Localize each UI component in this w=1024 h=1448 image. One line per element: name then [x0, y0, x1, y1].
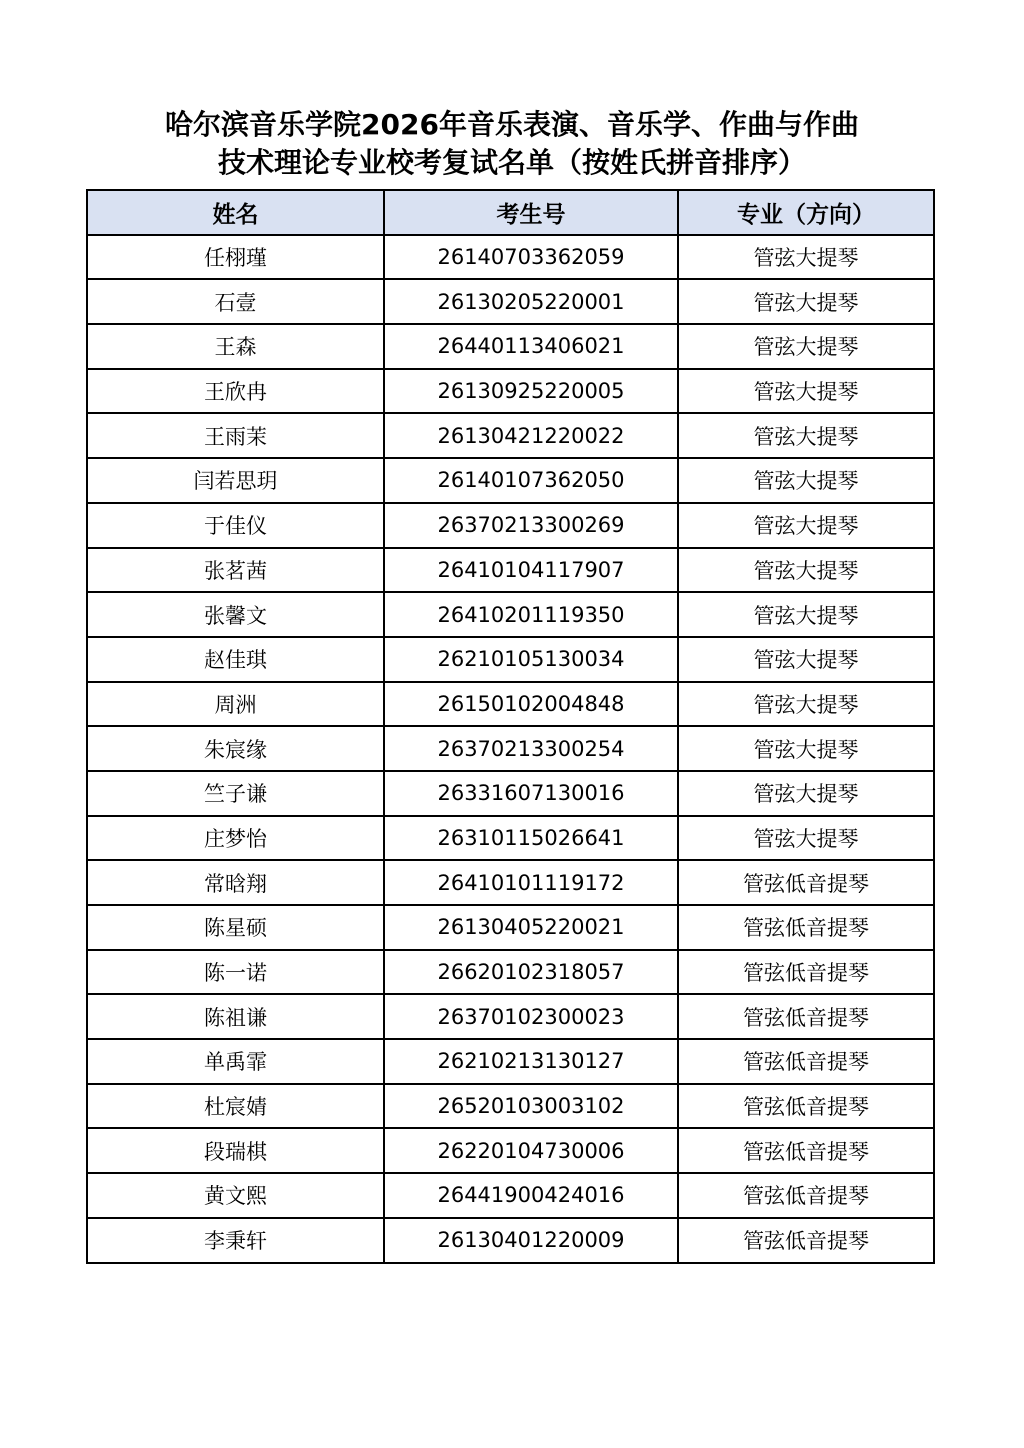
table-row: [87, 905, 934, 950]
cell-exam-id: 26410104117907: [384, 548, 678, 593]
header-exam-id: 考生号: [384, 190, 678, 235]
table-row: [87, 592, 934, 637]
cell-name: 于佳仪: [87, 503, 384, 548]
cell-major: 管弦大提琴: [678, 458, 934, 503]
cell-exam-id: 26140703362059: [384, 235, 678, 280]
cell-name: 陈一诺: [87, 950, 384, 995]
cell-major: 管弦大提琴: [678, 682, 934, 727]
table-row: [87, 860, 934, 905]
header-major: 专业（方向）: [678, 190, 934, 235]
cell-major: 管弦低音提琴: [678, 994, 934, 1039]
table-row: [87, 324, 934, 369]
cell-name: 王欣冉: [87, 369, 384, 414]
cell-major: 管弦大提琴: [678, 637, 934, 682]
cell-exam-id: 26210213130127: [384, 1039, 678, 1084]
cell-major: 管弦大提琴: [678, 235, 934, 280]
cell-major: 管弦低音提琴: [678, 1173, 934, 1218]
candidate-table: [86, 189, 935, 1264]
cell-exam-id: 26150102004848: [384, 682, 678, 727]
cell-name: 段瑞棋: [87, 1128, 384, 1173]
cell-exam-id: 26130421220022: [384, 413, 678, 458]
cell-exam-id: 26130205220001: [384, 279, 678, 324]
table-body: [87, 235, 934, 1263]
table-row: [87, 235, 934, 280]
cell-name: 竺子谦: [87, 771, 384, 816]
cell-name: 张馨文: [87, 592, 384, 637]
cell-name: 杜宸婧: [87, 1084, 384, 1129]
cell-exam-id: 26220104730006: [384, 1128, 678, 1173]
cell-exam-id: 26370102300023: [384, 994, 678, 1039]
cell-exam-id: 26410101119172: [384, 860, 678, 905]
cell-exam-id: 26130925220005: [384, 369, 678, 414]
cell-major: 管弦低音提琴: [678, 1128, 934, 1173]
cell-major: 管弦大提琴: [678, 279, 934, 324]
cell-exam-id: 26140107362050: [384, 458, 678, 503]
table-row: [87, 1173, 934, 1218]
table-row: [87, 1084, 934, 1129]
cell-exam-id: 26440113406021: [384, 324, 678, 369]
table-row: [87, 950, 934, 995]
cell-exam-id: 26310115026641: [384, 816, 678, 861]
table-row: [87, 682, 934, 727]
cell-major: 管弦低音提琴: [678, 1039, 934, 1084]
cell-name: 闫若思玥: [87, 458, 384, 503]
cell-name: 常晗翔: [87, 860, 384, 905]
cell-name: 周洲: [87, 682, 384, 727]
cell-name: 李秉轩: [87, 1218, 384, 1263]
table-row: [87, 994, 934, 1039]
table-row: [87, 771, 934, 816]
cell-name: 陈祖谦: [87, 994, 384, 1039]
cell-major: 管弦低音提琴: [678, 1218, 934, 1263]
table-row: [87, 503, 934, 548]
cell-major: 管弦低音提琴: [678, 950, 934, 995]
cell-exam-id: 26441900424016: [384, 1173, 678, 1218]
table-row: [87, 548, 934, 593]
table-row: [87, 413, 934, 458]
header-name: 姓名: [87, 190, 384, 235]
table-header-row: [87, 190, 934, 235]
table-row: [87, 637, 934, 682]
table-row: [87, 279, 934, 324]
document-title: [0, 106, 1024, 182]
cell-major: 管弦大提琴: [678, 726, 934, 771]
cell-major: 管弦大提琴: [678, 413, 934, 458]
cell-exam-id: 26331607130016: [384, 771, 678, 816]
cell-major: 管弦低音提琴: [678, 905, 934, 950]
table-row: [87, 816, 934, 861]
cell-major: 管弦大提琴: [678, 771, 934, 816]
cell-major: 管弦大提琴: [678, 503, 934, 548]
cell-name: 陈星硕: [87, 905, 384, 950]
table-row: [87, 458, 934, 503]
cell-major: 管弦大提琴: [678, 369, 934, 414]
cell-major: 管弦大提琴: [678, 324, 934, 369]
table-row: [87, 726, 934, 771]
cell-exam-id: 26520103003102: [384, 1084, 678, 1129]
table-row: [87, 369, 934, 414]
cell-major: 管弦低音提琴: [678, 1084, 934, 1129]
cell-name: 王雨茉: [87, 413, 384, 458]
table-row: [87, 1039, 934, 1084]
cell-exam-id: 26620102318057: [384, 950, 678, 995]
cell-exam-id: 26370213300254: [384, 726, 678, 771]
cell-major: 管弦低音提琴: [678, 860, 934, 905]
table-row: [87, 1218, 934, 1263]
cell-name: 赵佳琪: [87, 637, 384, 682]
cell-name: 王森: [87, 324, 384, 369]
cell-exam-id: 26410201119350: [384, 592, 678, 637]
cell-major: 管弦大提琴: [678, 592, 934, 637]
cell-name: 任栩瑾: [87, 235, 384, 280]
cell-name: 单禹霏: [87, 1039, 384, 1084]
cell-name: 石壹: [87, 279, 384, 324]
cell-exam-id: 26130405220021: [384, 905, 678, 950]
title-line-2: 技术理论专业校考复试名单（按姓氏拼音排序）: [217, 146, 806, 179]
cell-name: 朱宸缘: [87, 726, 384, 771]
cell-major: 管弦大提琴: [678, 816, 934, 861]
cell-name: 张茗茜: [87, 548, 384, 593]
title-line-1: 哈尔滨音乐学院2026年音乐表演、音乐学、作曲与作曲: [165, 108, 859, 141]
cell-name: 黄文熙: [87, 1173, 384, 1218]
cell-exam-id: 26370213300269: [384, 503, 678, 548]
cell-exam-id: 26130401220009: [384, 1218, 678, 1263]
cell-major: 管弦大提琴: [678, 548, 934, 593]
cell-name: 庄梦怡: [87, 816, 384, 861]
table-row: [87, 1128, 934, 1173]
cell-exam-id: 26210105130034: [384, 637, 678, 682]
